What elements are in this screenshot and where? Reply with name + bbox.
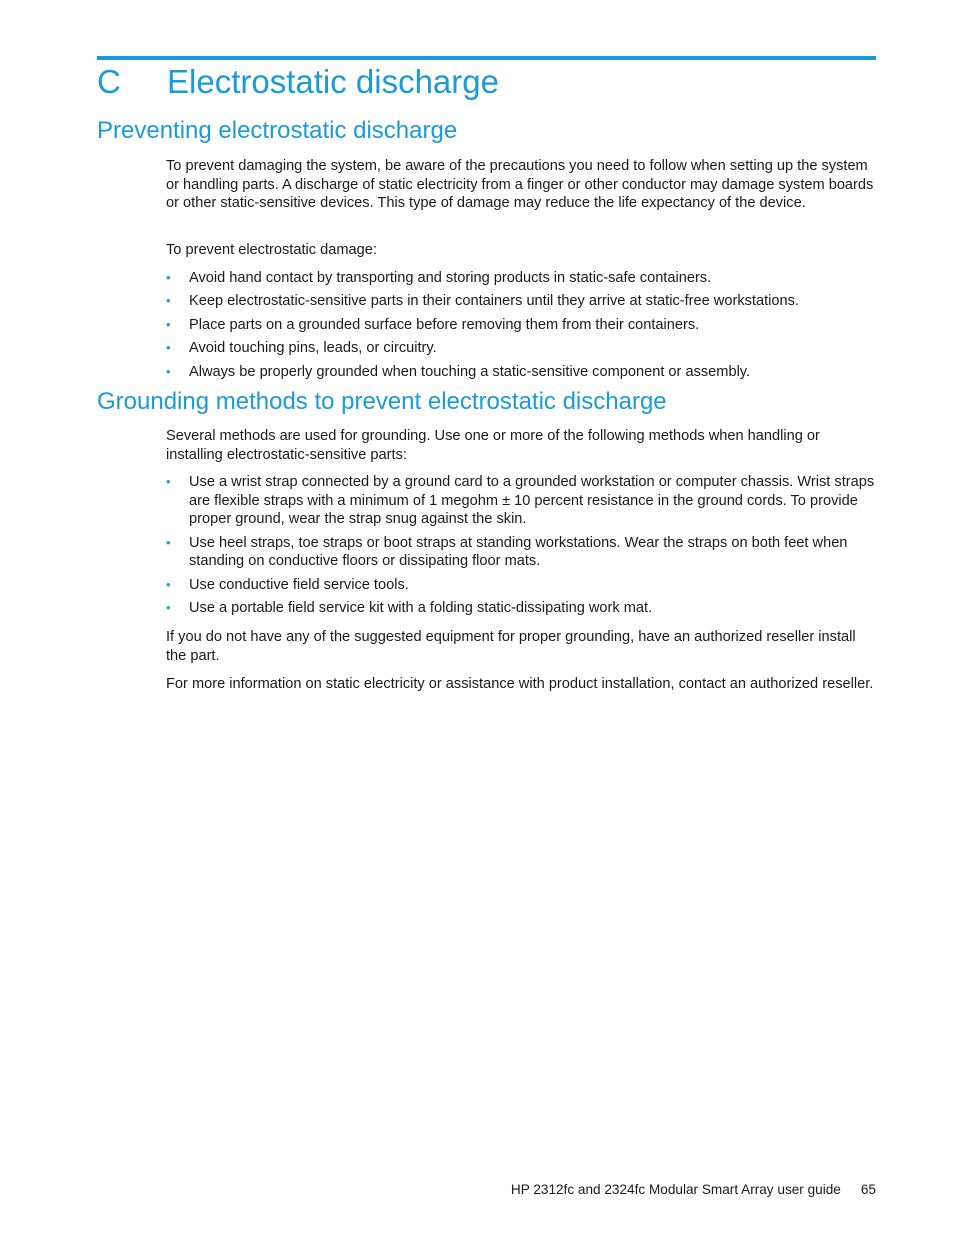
list-item xyxy=(166,576,876,595)
bullet-text: Always be properly grounded when touching a static-sensitive component or assembly. xyxy=(189,363,751,380)
bullet-text: Use heel straps, toe straps or boot straps at standing workstations. Wear the straps on both feet when standing on conductive floors or dissipating floor mats. xyxy=(189,534,848,570)
bullet-text: Avoid touching pins, leads, or circuitry. xyxy=(189,340,437,357)
chapter-title-text: Electrostatic discharge xyxy=(167,63,499,100)
bullet-icon: • xyxy=(166,363,171,379)
section-heading-grounding: Grounding methods to prevent electrostatic discharge xyxy=(97,388,667,415)
list-item xyxy=(166,316,876,335)
section-heading-preventing: Preventing electrostatic discharge xyxy=(97,117,458,144)
bullet-text: Avoid hand contact by transporting and storing products in static-safe containers. xyxy=(189,270,712,286)
list-item xyxy=(166,269,876,288)
bullet-text: Keep electrostatic-sensitive parts in their containers until they arrive at static-free workstations. xyxy=(189,293,799,310)
bullet-text: Use a portable field service kit with a folding static-dissipating work mat. xyxy=(189,599,653,616)
bullet-icon: • xyxy=(166,340,171,356)
bullet-text: Use a wrist strap connected by a ground card to a grounded workstation or computer chassis. Wrist straps are flexible straps with a minimum of 1 megohm ± 10 percent resistance in the ground cords. To provide proper ground, wear the strap snug against the skin. xyxy=(189,474,875,528)
bullet-icon: • xyxy=(166,576,171,592)
chapter-title xyxy=(97,60,499,104)
list-item xyxy=(166,599,876,618)
section-1-bullet-list xyxy=(166,269,876,386)
bullet-icon: • xyxy=(166,474,171,489)
chapter-letter: C xyxy=(97,63,121,100)
section-1-intro: To prevent damaging the system, be aware of the precautions you need to follow when setting up the system or handling parts. A discharge of static electricity from a finger or other conductor may damage system boards or other static-sensitive devices. This type of damage may reduce the life expectancy of the device. xyxy=(166,158,874,212)
list-item xyxy=(166,534,876,571)
page-number: 65 xyxy=(860,1182,876,1197)
bullet-icon: • xyxy=(166,270,171,285)
section-2-more-info: For more information on static electricity or assistance with product installation, contact an authorized reseller. xyxy=(166,676,874,692)
list-item xyxy=(166,473,876,529)
page-footer xyxy=(511,1181,876,1199)
bullet-icon: • xyxy=(166,534,171,550)
footer-guide-title: HP 2312fc and 2324fc Modular Smart Array user guide xyxy=(510,1182,841,1197)
section-2-bullet-list xyxy=(166,473,876,622)
section-2-intro: Several methods are used for grounding. Use one or more of the following methods when handling or installing electrostatic-sensitive parts: xyxy=(166,428,820,463)
bullet-icon: • xyxy=(166,316,171,332)
list-item xyxy=(166,292,876,311)
bullet-icon: • xyxy=(166,599,171,615)
bullet-text: Use conductive field service tools. xyxy=(189,576,409,593)
list-item xyxy=(166,339,876,358)
bullet-icon: • xyxy=(166,293,171,309)
section-1-lead: To prevent electrostatic damage: xyxy=(166,242,377,258)
list-item xyxy=(166,363,876,382)
section-2-reseller-note: If you do not have any of the suggested equipment for proper grounding, have an authorized reseller install the part. xyxy=(166,629,856,664)
bullet-text: Place parts on a grounded surface before removing them from their containers. xyxy=(189,316,700,333)
